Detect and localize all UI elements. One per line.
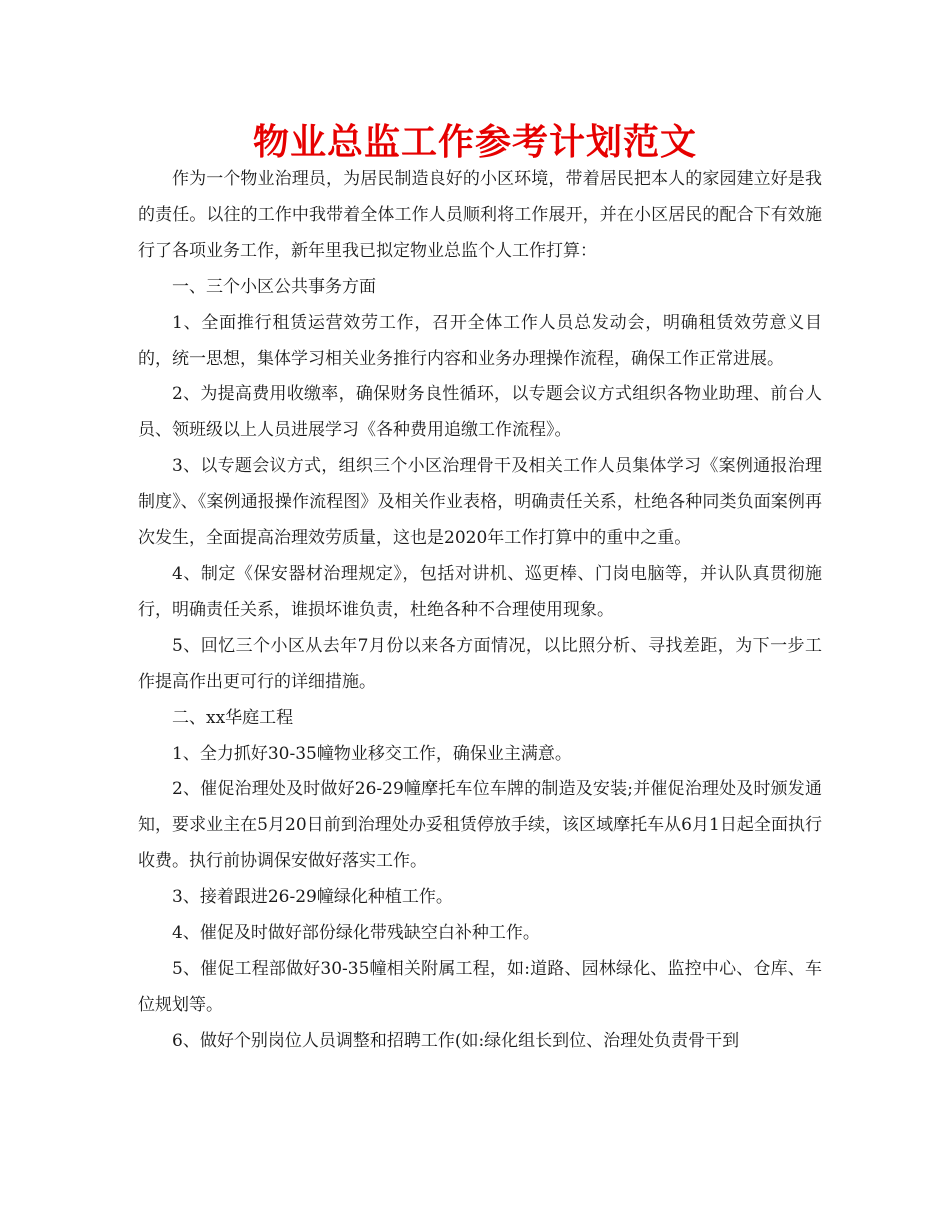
list-item: 1、全面推行租赁运营效劳工作，召开全体工作人员总发动会，明确租赁效劳意义目的，统一思想，集体学习相关业务推行内容和业务办理操作流程，确保工作正常进展。	[138, 312, 822, 369]
list-item: 5、回忆三个小区从去年7月份以来各方面情况，以比照分析、寻找差距，为下一步工作提高作出更可行的详细措施。	[138, 635, 822, 692]
list-item: 4、催促及时做好部份绿化带残缺空白补种工作。	[172, 923, 540, 944]
list-item: 1、全力抓好30-35幢物业移交工作，确保业主满意。	[172, 743, 572, 764]
list-item: 3、以专题会议方式，组织三个小区治理骨干及相关工作人员集体学习《案例通报治理制度》、《案例通报操作流程图》及相关作业表格，明确责任关系，杜绝各种同类负面案例再次发生，全面提高治理效劳质量，这也是2020年工作打算中的重中之重。	[138, 456, 822, 549]
list-item: 6、做好个别岗位人员调整和招聘工作(如:绿化组长到位、治理处负责骨干到	[172, 1030, 740, 1051]
list-item: 2、为提高费用收缴率，确保财务良性循环，以专题会议方式组织各物业助理、前台人员、领班级以上人员进展学习《各种费用追缴工作流程》。	[138, 384, 822, 441]
document-body	[138, 162, 822, 1060]
list-item: 5、催促工程部做好30-35幢相关附属工程，如:道路、园林绿化、监控中心、仓库、车位规划等。	[138, 958, 822, 1015]
list-item: 2、催促治理处及时做好26-29幢摩托车位车牌的制造及安装;并催促治理处及时颁发通知，要求业主在5月20日前到治理处办妥租赁停放手续，该区域摩托车从6月1日起全面执行收费。执行前协调保安做好落实工作。	[138, 779, 822, 872]
list-item: 4、制定《保安器材治理规定》，包括对讲机、巡更棒、门岗电脑等，并认队真贯彻施行，明确责任关系，谁损坏谁负责，杜绝各种不合理使用现象。	[138, 563, 822, 620]
list-item: 3、接着跟进26-29幢绿化种植工作。	[172, 887, 453, 908]
document-title: 物业总监工作参考计划范文	[252, 122, 697, 163]
intro-paragraph: 作为一个物业治理员，为居民制造良好的小区环境，带着居民把本人的家园建立好是我的责任。以往的工作中我带着全体工作人员顺利将工作展开，并在小区居民的配合下有效施行了各项业务工作，新年里我已拟定物业总监个人工作打算：	[138, 169, 822, 261]
section-heading: 一、三个小区公共事务方面	[172, 276, 376, 297]
section-heading: 二、xx华庭工程	[172, 707, 294, 728]
